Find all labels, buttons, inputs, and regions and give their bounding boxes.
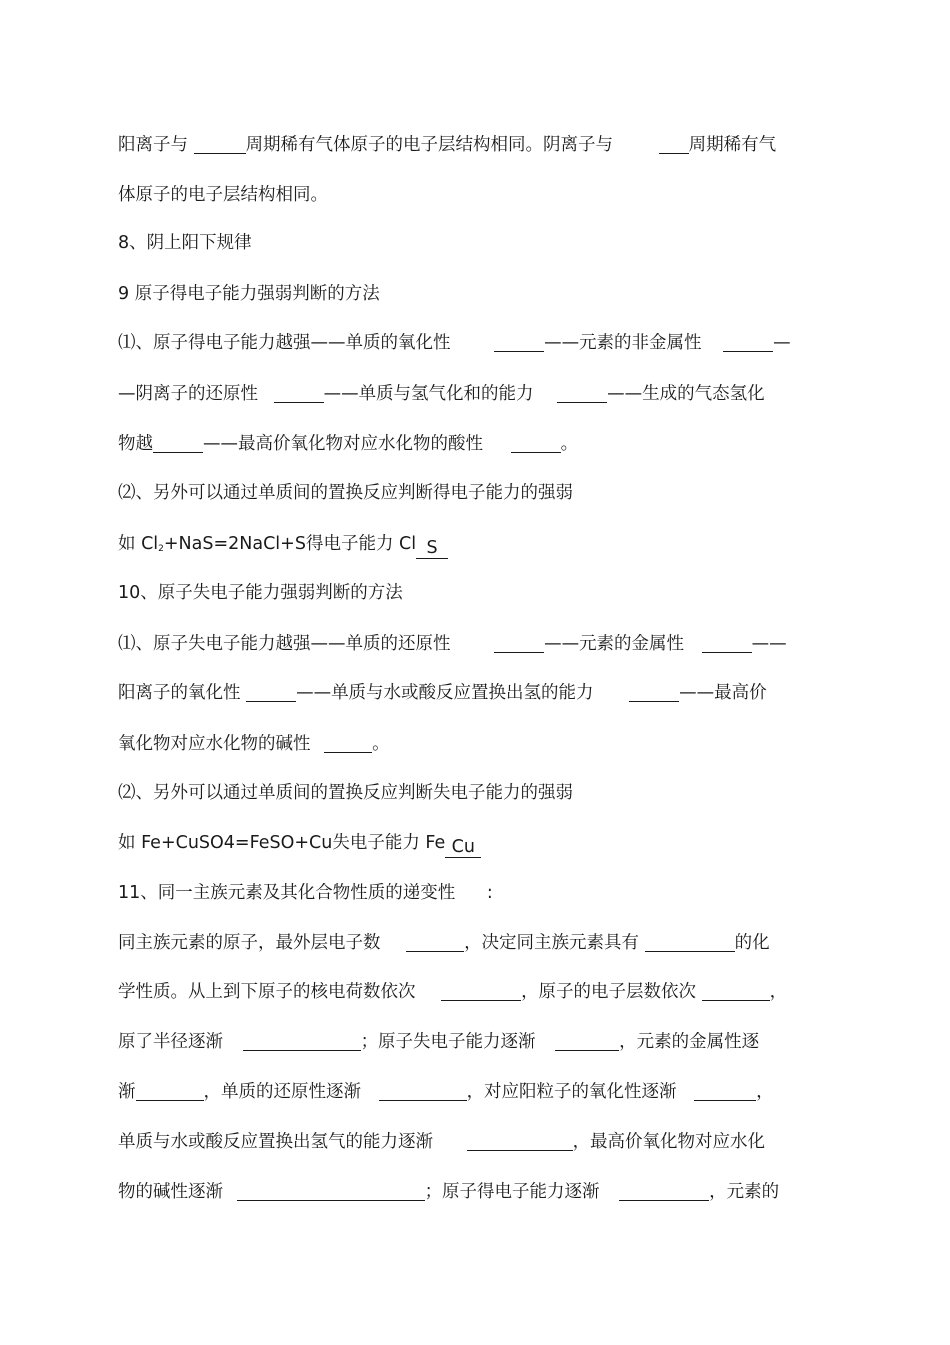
text-segment: 9 原子得电子能力强弱判断的方法 — [118, 284, 380, 304]
text-segment: 阳离子与 — [118, 135, 194, 155]
text-line-22 — [118, 1177, 833, 1207]
text-segment: 8、阴上阳下规律 — [118, 233, 252, 253]
text-segment: 10、原子失电子能力强弱判断的方法 — [118, 583, 403, 603]
text-line-9 — [118, 529, 833, 559]
text-segment: ——元素的金属性 — [544, 634, 690, 654]
fill-blank[interactable] — [511, 432, 561, 453]
text-line-7 — [118, 429, 833, 459]
text-segment: ，元素的金属性逐 — [619, 1032, 760, 1052]
text-segment: +NaS=2NaCl+S得电子能力 Cl — [163, 534, 417, 554]
text-segment: : — [486, 883, 493, 903]
section-heading-10 — [118, 578, 833, 608]
fill-blank[interactable] — [441, 980, 521, 1001]
text-segment: ——最高价氧化物对应水化物的酸性 — [203, 434, 489, 454]
fill-blank[interactable] — [246, 681, 296, 702]
text-line-17 — [118, 928, 833, 958]
text-segment: —— — [751, 634, 787, 654]
text-segment: 原了半径逐渐 — [118, 1032, 229, 1052]
text-segment: ——单质与水或酸反应置换出氢的能力 — [296, 683, 600, 703]
text-segment: 体原子的电子层结构相同。 — [118, 185, 328, 205]
text-line-8 — [118, 478, 833, 508]
text-segment: 阳离子的氧化性 — [118, 683, 247, 703]
text-segment: 渐 — [118, 1082, 136, 1102]
fill-blank[interactable] — [557, 382, 607, 403]
text-segment: ，决定同主族元素具有 — [464, 933, 645, 953]
text-line-11 — [118, 629, 833, 659]
text-segment: 周期稀有气 — [688, 135, 777, 155]
fill-blank[interactable] — [702, 632, 752, 653]
text-segment: ，对应阳粒子的氧化性逐渐 — [466, 1082, 683, 1102]
fill-blank[interactable] — [723, 331, 773, 352]
text-line-6 — [118, 379, 833, 409]
fill-blank[interactable] — [467, 1130, 573, 1151]
text-segment: 的化 — [734, 933, 770, 953]
text-segment: ，元素的 — [709, 1182, 780, 1202]
fill-blank[interactable] — [379, 1080, 467, 1101]
subscript: 2 — [158, 544, 164, 554]
text-segment: ⑴、原子失电子能力越强——单质的还原性 — [118, 634, 457, 654]
text-segment: 物的碱性逐渐 — [118, 1182, 229, 1202]
text-segment: ⑵、另外可以通过单质间的置换反应判断得电子能力的强弱 — [118, 483, 573, 503]
text-line-2 — [118, 180, 833, 210]
text-segment: ⑵、另外可以通过单质间的置换反应判断失电子能力的强弱 — [118, 783, 573, 803]
fill-blank[interactable] — [153, 432, 203, 453]
text-segment: 周期稀有气体原子的电子层结构相同。阴离子与 — [245, 135, 619, 155]
text-line-19 — [118, 1027, 833, 1057]
text-line-20 — [118, 1077, 833, 1107]
text-segment: ，单质的还原性逐渐 — [203, 1082, 367, 1102]
section-heading-9 — [118, 279, 833, 309]
text-segment: 单质与水或酸反应置换出氢气的能力逐渐 — [118, 1132, 439, 1152]
text-segment: ；原子失电子能力逐渐 — [360, 1032, 542, 1052]
text-segment: —阴离子的还原性 — [118, 384, 264, 404]
fill-blank[interactable] — [494, 632, 544, 653]
fill-blank[interactable] — [324, 732, 372, 753]
fill-blank[interactable]: S — [416, 538, 448, 559]
fill-blank[interactable] — [619, 1180, 709, 1201]
text-line-3 — [118, 228, 833, 258]
fill-blank[interactable] — [194, 133, 246, 154]
fill-blank[interactable] — [702, 980, 770, 1001]
text-segment: 11、同一主族元素及其化合物性质的递变性 — [118, 883, 461, 903]
fill-blank[interactable] — [694, 1080, 756, 1101]
text-segment: 如 Cl — [118, 534, 159, 554]
fill-blank[interactable] — [274, 382, 324, 403]
text-line-5 — [118, 328, 833, 358]
text-segment: 学性质。从上到下原子的核电荷数依次 — [118, 982, 422, 1002]
fill-blank[interactable] — [629, 681, 679, 702]
fill-blank[interactable] — [243, 1030, 361, 1051]
text-line-21 — [118, 1127, 833, 1157]
text-segment: +Cu失电子能力 Fe — [294, 833, 446, 853]
fill-blank[interactable]: Cu — [445, 837, 481, 858]
text-line-15 — [118, 828, 833, 858]
text-line-1 — [118, 130, 833, 160]
text-segment: ——生成的气态氢化 — [607, 384, 765, 404]
text-segment: ，最高价氧化物对应水化 — [572, 1132, 766, 1152]
text-segment: 。 — [560, 434, 579, 454]
text-segment: 。 — [372, 734, 390, 754]
fill-blank[interactable] — [659, 133, 689, 154]
text-line-12 — [118, 678, 833, 708]
text-segment: ， — [756, 1082, 774, 1102]
text-segment: ——元素的非金属性 — [544, 333, 708, 353]
fill-blank[interactable] — [645, 931, 735, 952]
text-segment: — — [773, 333, 791, 353]
text-segment: ——单质与氢气化和的能力 — [323, 384, 540, 404]
text-segment: 氧化物对应水化物的碱性 — [118, 734, 317, 754]
text-line-13 — [118, 729, 833, 759]
text-line-14 — [118, 778, 833, 808]
text-segment: ，原子的电子层数依次 — [521, 982, 702, 1002]
fill-blank[interactable] — [555, 1030, 619, 1051]
fill-blank[interactable] — [237, 1180, 425, 1201]
fill-blank[interactable] — [136, 1080, 204, 1101]
text-segment: ， — [769, 982, 788, 1002]
text-segment: ⑴、原子得电子能力越强——单质的氧化性 — [118, 333, 457, 353]
text-segment: ——最高价 — [679, 683, 767, 703]
fill-blank[interactable] — [494, 331, 544, 352]
text-line-18 — [118, 977, 833, 1007]
fill-blank[interactable] — [406, 931, 464, 952]
text-segment: 同主族元素的原子，最外层电子数 — [118, 933, 387, 953]
text-segment: 物越 — [118, 434, 153, 454]
text-segment: ；原子得电子能力逐渐 — [424, 1182, 606, 1202]
text-segment: 如 Fe+CuSO4=FeSO — [118, 833, 295, 853]
section-heading-11 — [118, 878, 833, 908]
